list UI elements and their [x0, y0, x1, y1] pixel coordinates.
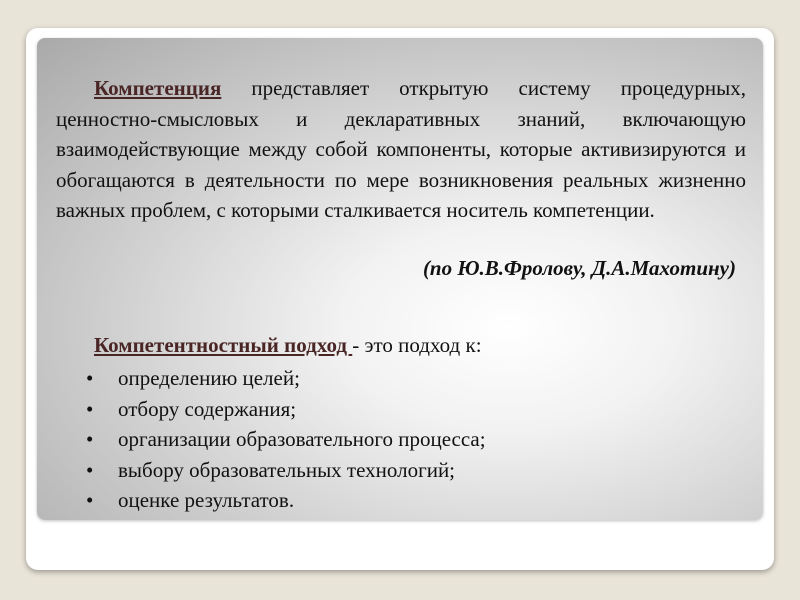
citation: (по Ю.В.Фролову, Д.А.Махотину)	[422, 256, 736, 280]
bullet-icon: •	[86, 396, 94, 421]
approach-list	[56, 363, 746, 516]
list-item-text: отбору содержания;	[118, 396, 297, 421]
list-item	[56, 394, 746, 425]
definition-term: Компетенция	[94, 76, 222, 100]
bullet-icon: •	[86, 457, 94, 482]
list-item	[56, 363, 746, 394]
list-item	[56, 485, 746, 516]
approach-term: Компетентностный подход	[94, 333, 353, 357]
bullet-icon: •	[86, 366, 94, 390]
bullet-icon: •	[86, 427, 94, 451]
approach-section	[56, 331, 746, 516]
list-item-text: организации образовательного процесса;	[118, 427, 486, 451]
approach-intro: - это подход к:	[352, 333, 482, 357]
list-item-text: выбору образовательных технологий;	[118, 457, 456, 482]
list-item	[56, 424, 746, 455]
definition-paragraph	[56, 73, 746, 226]
definition-text: представляет открытую систему процедурных, ценностно-смысловых и декларативных знаний, включающую взаимодействующие между собой компоненты, которые активизируются и обогащаются в деятельности по мере возникновения реальных жизненно важных проблем, с которыми сталкивается носитель компетенции.	[56, 76, 746, 222]
list-item	[56, 455, 746, 486]
approach-heading	[94, 331, 746, 359]
list-item-text: оценке результатов.	[118, 488, 295, 512]
list-item-text: определению целей;	[118, 366, 300, 390]
bullet-icon: •	[86, 488, 94, 512]
